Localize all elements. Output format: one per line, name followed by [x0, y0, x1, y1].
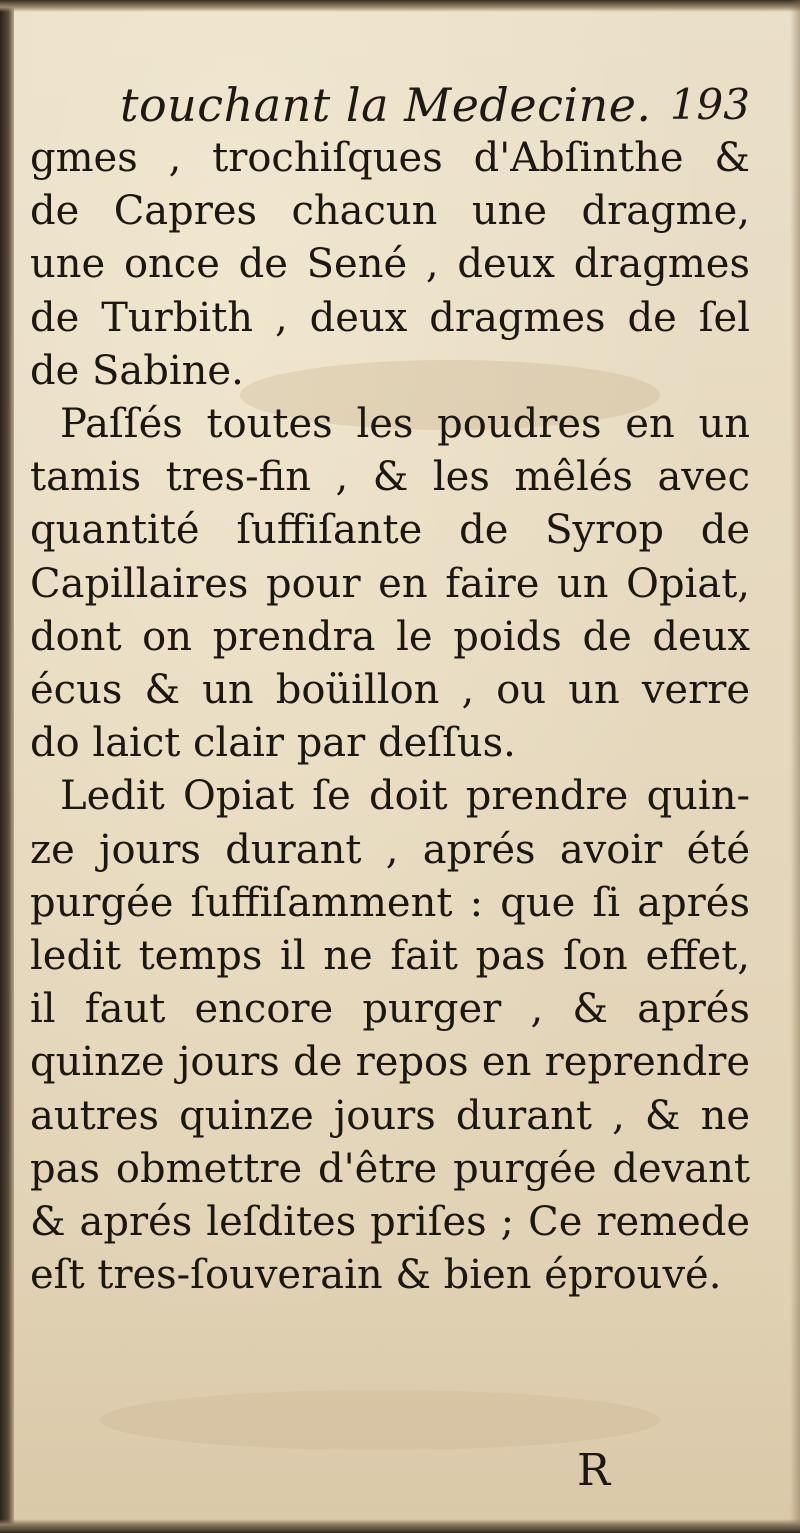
- text-line: il faut encore purger , & aprés: [30, 986, 750, 1033]
- text-line: quantité ſuffiſante de Syrop de: [30, 507, 750, 554]
- text-line: tamis tres-fin , & les mêlés avec: [30, 454, 750, 501]
- text-line: gmes , trochiſques d'Abſinthe &: [30, 135, 750, 181]
- paper-stain: [100, 1390, 660, 1450]
- text-line: eſt tres-ſouverain & bien éprouvé.: [30, 1252, 722, 1299]
- paragraph: [30, 770, 750, 1302]
- page-header: [120, 78, 750, 138]
- page-right-edge: [790, 0, 800, 1533]
- text-line: de Turbith , deux dragmes de ſel: [30, 294, 750, 341]
- text-line: & aprés leſdites priſes ; Ce remede: [30, 1199, 750, 1246]
- text-line: écus & un boüillon , ou un verre: [30, 667, 750, 714]
- page-bottom-edge: [0, 1519, 800, 1533]
- text-line: dont on prendra le poids de deux: [30, 613, 750, 660]
- running-head: touchant la Medecine.: [120, 78, 652, 132]
- paragraph: [30, 398, 750, 770]
- text-line: de Sabine.: [30, 347, 244, 394]
- book-spine-shadow: [0, 0, 14, 1533]
- text-line: de Capres chacun une dragme,: [30, 188, 750, 235]
- text-line: autres quinze jours durant , & ne: [30, 1092, 750, 1139]
- paragraph: [30, 132, 750, 398]
- text-line: quinze jours de repos en reprendre: [30, 1039, 750, 1086]
- text-line: Paſſés toutes les poudres en un: [60, 401, 750, 448]
- text-line: Capillaires pour en faire un Opiat,: [30, 560, 750, 607]
- text-line: ledit temps il ne fait pas ſon effet,: [30, 933, 750, 980]
- text-line: pas obmettre d'être purgée devant: [30, 1145, 750, 1192]
- text-line: do laict clair par deſſus.: [30, 720, 516, 767]
- page-number: 193: [669, 80, 750, 129]
- text-line: une once de Sené , deux dragmes: [30, 241, 750, 288]
- signature-mark: R: [577, 1445, 611, 1496]
- page-top-edge: [0, 0, 800, 12]
- text-line: purgée ſuffiſamment : que ſi aprés: [30, 879, 750, 926]
- text-line: Ledit Opiat ſe doit prendre quin-: [60, 773, 750, 820]
- body-text: [30, 132, 750, 1302]
- text-line: ze jours durant , aprés avoir été: [30, 826, 750, 873]
